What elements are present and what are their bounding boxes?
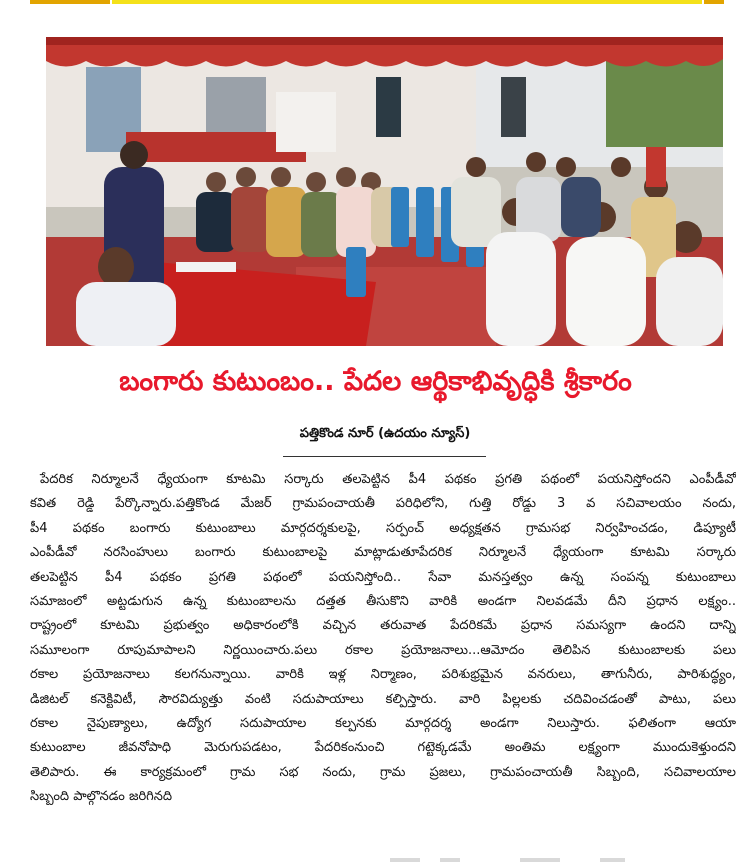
article-line: డిజిటల్ కనెక్టివిటీ, సౌరవిద్యుత్తు వంటి సదుపాయాలు కల్పిస్తారు. వారి పిల్లలకు చదివించడంతో పాటు, పలు xyxy=(30,691,736,707)
article-line: రకాల ప్రయోజనాలు కలగనున్నాయి. వారికి ఇళ్ల నిర్మాణం, పరిశుభ్రమైన వనరులు, తాగునీరు, పారిశుద్ధ్యం, xyxy=(30,667,736,683)
article-line: కుటుంబాల జీవనోపాధి మెరుగుపడటం, పేదరికంనుంచి గట్టెక్కడమే అంతిమ లక్ష్యంగా ముందుకెళ్తుందని xyxy=(30,740,736,756)
news-photo xyxy=(46,37,723,346)
article-body xyxy=(30,468,736,809)
article-line: కవిత రెడ్డి పేర్కొన్నారు.పత్తికొండ మేజర్ గ్రామపంచాయతీ పరిధిలోని, గుత్తి రోడ్డు 3 వ సచివాలయం నందు, xyxy=(30,496,736,512)
article-line: రాష్ట్రంలో కూటమి ప్రభుత్వం అధికారంలోకి వచ్చిన తరువాత పేదరికమే ప్రధాన సమస్యగా ఉందని దాన్ని xyxy=(30,618,736,634)
top-band-right-segment xyxy=(704,0,724,4)
article-line: తెలిపారు. ఈ కార్యక్రమంలో గ్రామ సభ నందు, గ్రామ ప్రజలు, గ్రామపంచాయతీ సిబ్బంది, సచివాలయాల xyxy=(30,764,736,780)
top-band-left-segment xyxy=(30,0,110,4)
byline: పత్తికొండ నూర్ (ఉదయం న్యూస్) xyxy=(299,426,471,441)
cut-off-next-item xyxy=(380,852,740,863)
top-color-band xyxy=(0,0,751,6)
byline-underline xyxy=(283,456,486,457)
article-line: సమాజంలో అట్టడుగున ఉన్న కుటుంబాలను దత్తత తీసుకొని వారికి అండగా నిలవడమే దీని ప్రధాన లక్ష్యం.. xyxy=(30,593,736,609)
top-band-middle-segment xyxy=(112,0,702,4)
article-line: సమూలంగా రూపుమాపాలని నిర్ణయించారు.పలు రకాల ప్రయోజనాలు...ఆమోదం తెలిపిన కుటుంబాలకు పలు xyxy=(30,642,736,658)
article-line: రకాల నైపుణ్యాలు, ఉద్యోగ సదుపాయాల కల్పనకు మార్గదర్శ అండగా నిలుస్తారు. ఫలితంగా ఆయా xyxy=(30,715,736,731)
headline: బంగారు కుటుంబం.. పేదల ఆర్థికాభివృద్ధికి శ్రీకారం xyxy=(119,366,632,397)
article-line: సిబ్బంది పాల్గొనడం జరిగినది xyxy=(30,789,173,805)
article-line: పీ4 పథకం బంగారు కుటుంబాలు మార్గదర్శకులపై, సర్పంచ్ అధ్యక్షతన గ్రామసభ నిర్వహించడం, డిప్యూటీ xyxy=(30,520,736,536)
article-line: తలపెట్టిన పీ4 పథకం ప్రగతి పథంలో పయనిస్తోంది.. సేవా మనస్తత్వం ఉన్న సంపన్న కుటుంబాలు xyxy=(30,569,736,585)
article-line: ఎంపీడీవో నరసింహులు బంగారు కుటుంబాలపై మాట్లాడుతూపేదరిక నిర్మూలనే ధ్యేయంగా కూటమి సర్కారు xyxy=(30,545,736,561)
article-line: పేదరిక నిర్మూలనే ధ్యేయంగా కూటమి సర్కారు తలపెట్టిన పీ4 పథకం ప్రగతి పథంలో పయనిస్తోందని ఎంపీడీవో xyxy=(40,472,736,487)
